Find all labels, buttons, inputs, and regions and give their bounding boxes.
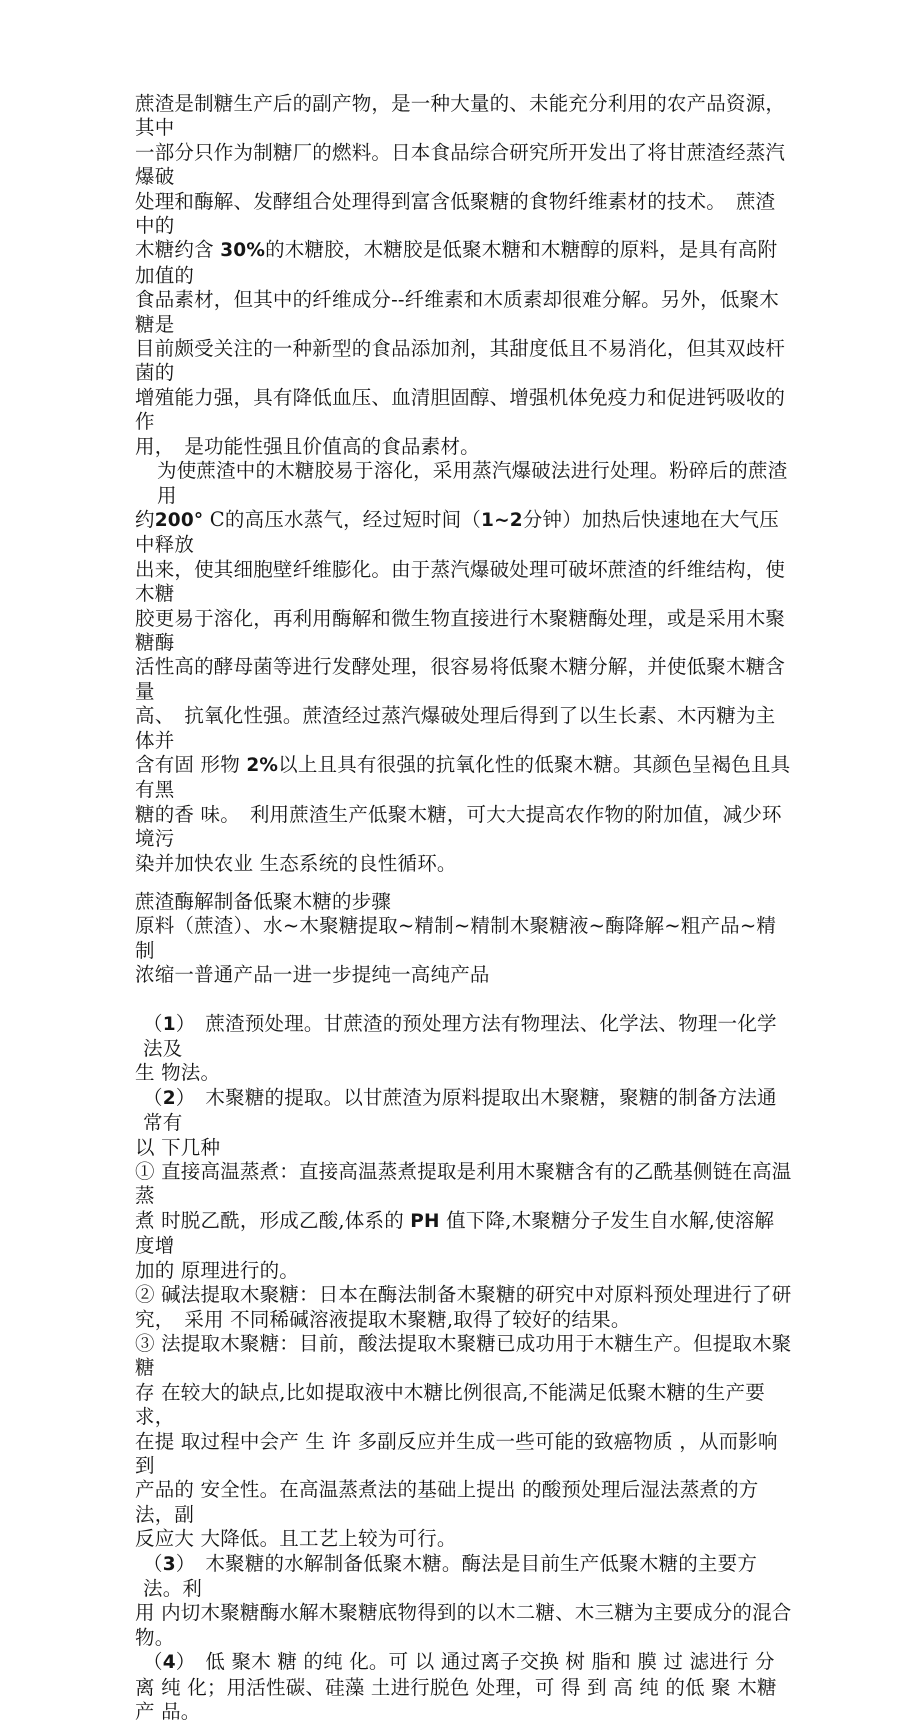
text-line: 生 物法。 [135, 1061, 221, 1085]
text-line: 染并加快农业 生态系统的良性循环。 [135, 851, 457, 875]
step-2-extraction [135, 1086, 792, 1160]
method-3-acid-extraction [135, 1332, 792, 1552]
text-line: 加的 原理进行的。 [135, 1258, 299, 1282]
text-line: ② 碱法提取木聚糖：日本在酶法制备木聚糖的研究中对原料预处理进行了研 [135, 1283, 792, 1307]
text-line: 食品素材，但其中的纤维成分--纤维素和木质素却很难分解。另外，低聚木糖是 [135, 288, 779, 336]
text-line: 产 品。 [135, 1700, 201, 1723]
method-1-direct-high-temp-cooking [135, 1160, 792, 1283]
numeric-text: 1~2 [481, 509, 523, 531]
text-line: 煮 时脱乙酰，形成乙酸,体系的 PH 值下降,木聚糖分子发生自水解,使溶解度增 [135, 1208, 775, 1258]
numeric-text: 30% [220, 240, 266, 262]
text-line: 究， 采用 不同稀碱溶液提取木聚糖,取得了较好的结果。 [135, 1307, 631, 1331]
document-body [135, 92, 792, 1724]
text-line: 存 在较大的缺点,比如提取液中木糖比例很高,不能满足低聚木糖的生产要求， [135, 1380, 765, 1429]
numeric-text: 1 [162, 1013, 176, 1035]
section-heading-block [135, 890, 792, 914]
numeric-text: 4 [162, 1652, 176, 1674]
numeric-text: 2% [246, 754, 279, 776]
text-line: 出来，使其细胞壁纤维膨化。由于蒸汽爆破处理可破坏蔗渣的纤维结构，使木糖 [135, 557, 786, 606]
step-1-pretreatment [135, 1012, 792, 1086]
numeric-text: 3 [162, 1553, 176, 1575]
text-line: （3） 木聚糖的水解制备低聚木糖。酶法是目前生产低聚木糖的主要方法。利 [143, 1551, 758, 1600]
text-line: 高、 抗氧化性强。蔗渣经过蒸汽爆破处理后得到了以生长素、木丙糖为主体并 [135, 704, 776, 752]
text-line: 一部分只作为制糖厂的燃料。日本食品综合研究所开发出了将甘蔗渣经蒸汽爆破 [135, 140, 786, 189]
text-line: 浓缩一普通产品一进一步提纯一高纯产品 [135, 963, 490, 987]
text-line: 木糖约含 30%的木糖胶，木糖胶是低聚木糖和木糖醇的原料，是具有高附加值的 [135, 238, 778, 287]
text-line: 离 纯 化；用活性碳、硅藻 土进行脱色 处理，可 得 到 高 纯 的低 聚 木糖 [135, 1675, 777, 1699]
text-line: 糖的香 味。 利用蔗渣生产低聚木糖，可大大提高农作物的附加值，减少环境污 [135, 802, 782, 851]
text-line: 用 内切木聚糖酶水解木聚糖底物得到的以木二糖、木三糖为主要成分的混合 [135, 1601, 792, 1625]
step-3-hydrolysis [135, 1552, 792, 1651]
text-line: 为使蔗渣中的木糖胶易于溶化，采用蒸汽爆破法进行处理。粉碎后的蔗渣用 [157, 459, 788, 507]
numeric-text: PH [410, 1210, 440, 1232]
text-line: 在提 取过程中会产 生 许 多副反应并生成一些可能的致癌物质 ，从而影响到 [135, 1429, 778, 1477]
text-line: 胶更易于溶化，再利用酶解和微生物直接进行木聚糖酶处理，或是采用木聚糖酶 [135, 606, 786, 654]
numeric-text: 200° [154, 509, 204, 531]
text-line: 活性高的酵母菌等进行发酵处理，很容易将低聚木糖分解，并使低聚木糖含量 [135, 655, 786, 703]
text-line: （2） 木聚糖的提取。以甘蔗渣为原料提取出木聚糖，聚糖的制备方法通常有 [143, 1085, 777, 1135]
text-line: 以 下几种 [135, 1135, 221, 1159]
text-line: 目前颇受关注的一种新型的食品添加剂，其甜度低且不易消化，但其双歧杆菌的 [135, 337, 786, 385]
text-line: （1） 蔗渣预处理。甘蔗渣的预处理方法有物理法、化学法、物理一化学法及 [143, 1011, 777, 1061]
text-line: 产品的 安全性。在高温蒸煮法的基础上提出 的酸预处理后湿法蒸煮的方法，副 [135, 1478, 759, 1526]
process-flow [135, 914, 792, 987]
paragraph-intro [135, 92, 792, 459]
text-line: 增殖能力强，具有降低血压、血清胆固醇、增强机体免疫力和促进钙吸收的作 [135, 385, 786, 434]
text-line: 含有固 形物 2%以上且具有很强的抗氧化性的低聚木糖。其颜色呈褐色且具有黑 [135, 752, 791, 802]
paragraph-steam-explosion [135, 459, 792, 876]
text-line: 用， 是功能性强且价值高的食品素材。 [135, 434, 480, 458]
text-line: ③ 法提取木聚糖：目前，酸法提取木聚糖已成功用于木糖生产。但提取木聚糖 [135, 1331, 792, 1380]
text-line: ① 直接高温蒸煮：直接高温蒸煮提取是利用木聚糖含有的乙酰基侧链在高温蒸 [135, 1160, 792, 1208]
section-heading: 蔗渣酶解制备低聚木糖的步骤 [135, 890, 392, 913]
text-line: 物。 [135, 1625, 175, 1649]
method-2-alkali-extraction [135, 1283, 792, 1332]
text-line: （4） 低 聚木 糖 的纯 化。可 以 通过离子交换 树 脂和 膜 过 滤进行 分 [143, 1650, 775, 1674]
text-line: 约200° C的高压水蒸气，经过短时间（1~2分钟）加热后快速地在大气压中释放 [135, 507, 779, 557]
step-4-purification [135, 1650, 792, 1724]
text-line: 反应大 大降低。且工艺上较为可行。 [135, 1527, 457, 1551]
text-line: 处理和酶解、发酵组合处理得到富含低聚糖的食物纤维素材的技术。 蔗渣中的 [135, 189, 776, 238]
text-line: 蔗渣是制糖生产后的副产物，是一种大量的、未能充分利用的农产品资源，其中 [135, 92, 786, 140]
text-line: 原料（蔗渣）、水~木聚糖提取~精制~精制木聚糖液~酶降解~粗产品~精制 [135, 914, 777, 962]
numeric-text: 2 [162, 1087, 176, 1109]
